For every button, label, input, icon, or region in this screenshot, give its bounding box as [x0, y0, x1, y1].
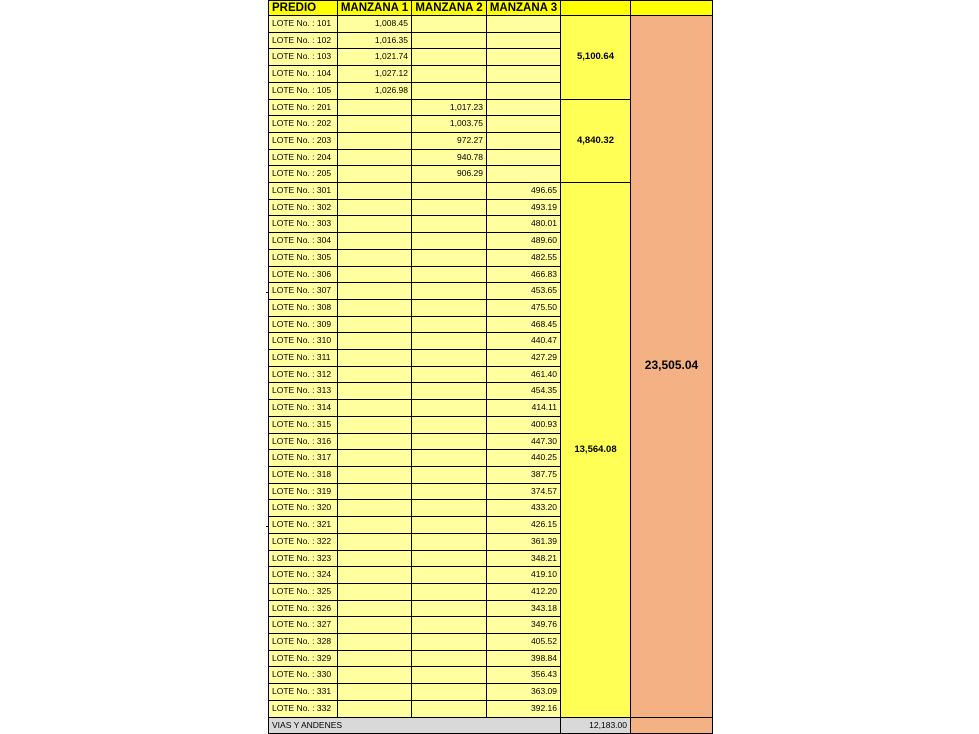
lote-area[interactable]: 348.21	[487, 550, 561, 567]
lote-area[interactable]: 427.29	[487, 350, 561, 367]
empty-cell[interactable]	[412, 316, 487, 333]
empty-cell[interactable]	[338, 684, 412, 701]
lot-area-table	[268, 0, 713, 734]
empty-cell[interactable]	[338, 366, 412, 383]
lote-area[interactable]: 454.35	[487, 383, 561, 400]
header-row	[269, 1, 713, 16]
empty-cell[interactable]	[338, 634, 412, 651]
lote-area[interactable]: 363.09	[487, 684, 561, 701]
lote-label[interactable]: LOTE No. : 201	[269, 99, 338, 116]
empty-cell[interactable]	[412, 700, 487, 717]
footer-value[interactable]: 12,183.00	[561, 717, 631, 734]
empty-cell[interactable]	[338, 650, 412, 667]
empty-cell[interactable]	[338, 450, 412, 467]
empty-cell[interactable]	[412, 183, 487, 200]
empty-cell[interactable]	[487, 116, 561, 133]
lote-label[interactable]: LOTE No. : 323	[269, 550, 338, 567]
empty-cell[interactable]	[338, 583, 412, 600]
empty-cell[interactable]	[487, 66, 561, 83]
empty-cell[interactable]	[338, 533, 412, 550]
empty-cell[interactable]	[487, 16, 561, 33]
lote-area[interactable]: 419.10	[487, 567, 561, 584]
lote-label[interactable]: LOTE No. : 307	[269, 283, 338, 300]
lote-label[interactable]: LOTE No. : 328	[269, 634, 338, 651]
lote-area[interactable]: 412.20	[487, 583, 561, 600]
edge-tick	[266, 526, 268, 527]
grand-total[interactable]: 23,505.04	[631, 16, 713, 718]
lote-area[interactable]: 440.47	[487, 333, 561, 350]
lote-label[interactable]: LOTE No. : 101	[269, 16, 338, 33]
lote-label[interactable]: LOTE No. : 315	[269, 416, 338, 433]
lote-label[interactable]: LOTE No. : 325	[269, 583, 338, 600]
header-manzana-2[interactable]: MANZANA 2	[412, 1, 487, 16]
lote-label[interactable]: LOTE No. : 302	[269, 199, 338, 216]
lote-label[interactable]: LOTE No. : 311	[269, 350, 338, 367]
empty-cell[interactable]	[338, 400, 412, 417]
header-predio[interactable]: PREDIO	[269, 1, 338, 16]
lote-area[interactable]: 447.30	[487, 433, 561, 450]
footer-row	[269, 717, 713, 734]
subtotal-manzana-3[interactable]: 13,564.08	[561, 183, 631, 718]
empty-cell[interactable]	[338, 500, 412, 517]
empty-cell[interactable]	[338, 416, 412, 433]
empty-cell[interactable]	[412, 233, 487, 250]
lote-label[interactable]: LOTE No. : 308	[269, 299, 338, 316]
empty-cell[interactable]	[412, 299, 487, 316]
header-manzana-3[interactable]: MANZANA 3	[487, 1, 561, 16]
empty-cell[interactable]	[487, 99, 561, 116]
lote-label[interactable]: LOTE No. : 304	[269, 233, 338, 250]
header-subtotal[interactable]	[561, 1, 631, 16]
footer-label[interactable]: VIAS Y ANDENES	[269, 717, 561, 734]
empty-cell[interactable]	[412, 333, 487, 350]
empty-cell[interactable]	[412, 550, 487, 567]
lote-label[interactable]: LOTE No. : 317	[269, 450, 338, 467]
empty-cell[interactable]	[338, 383, 412, 400]
lote-area[interactable]: 489.60	[487, 233, 561, 250]
lote-area[interactable]: 426.15	[487, 517, 561, 534]
lote-label[interactable]: LOTE No. : 205	[269, 166, 338, 183]
empty-cell[interactable]	[338, 617, 412, 634]
empty-cell[interactable]	[338, 567, 412, 584]
lote-area[interactable]: 461.40	[487, 366, 561, 383]
lote-label[interactable]: LOTE No. : 306	[269, 266, 338, 283]
empty-cell[interactable]	[338, 233, 412, 250]
lote-area[interactable]: 496.65	[487, 183, 561, 200]
empty-cell[interactable]	[412, 283, 487, 300]
empty-cell[interactable]	[338, 266, 412, 283]
empty-cell[interactable]	[338, 600, 412, 617]
lote-area[interactable]: 405.52	[487, 634, 561, 651]
lote-label[interactable]: LOTE No. : 313	[269, 383, 338, 400]
lote-area[interactable]: 433.20	[487, 500, 561, 517]
empty-cell[interactable]	[412, 199, 487, 216]
lote-label[interactable]: LOTE No. : 305	[269, 249, 338, 266]
empty-cell[interactable]	[338, 350, 412, 367]
lote-label[interactable]: LOTE No. : 329	[269, 650, 338, 667]
empty-cell[interactable]	[412, 450, 487, 467]
empty-cell[interactable]	[412, 483, 487, 500]
lote-area[interactable]: 940.78	[412, 149, 487, 166]
lote-label[interactable]: LOTE No. : 332	[269, 700, 338, 717]
empty-cell[interactable]	[338, 149, 412, 166]
empty-cell[interactable]	[412, 433, 487, 450]
header-total[interactable]	[631, 1, 713, 16]
lote-label[interactable]: LOTE No. : 203	[269, 132, 338, 149]
lote-area[interactable]: 374.57	[487, 483, 561, 500]
lote-area[interactable]: 1,008.45	[338, 16, 412, 33]
empty-cell[interactable]	[412, 416, 487, 433]
lote-label[interactable]: LOTE No. : 331	[269, 684, 338, 701]
header-manzana-1[interactable]: MANZANA 1	[338, 1, 412, 16]
lote-area[interactable]: 398.84	[487, 650, 561, 667]
lote-area[interactable]: 468.45	[487, 316, 561, 333]
lote-area[interactable]: 349.76	[487, 617, 561, 634]
lote-area[interactable]: 972.27	[412, 132, 487, 149]
edge-tick	[266, 292, 268, 293]
empty-cell[interactable]	[338, 517, 412, 534]
lote-label[interactable]: LOTE No. : 204	[269, 149, 338, 166]
lote-label[interactable]: LOTE No. : 327	[269, 617, 338, 634]
empty-cell[interactable]	[412, 583, 487, 600]
lote-label[interactable]: LOTE No. : 309	[269, 316, 338, 333]
empty-cell[interactable]	[412, 400, 487, 417]
empty-cell[interactable]	[338, 316, 412, 333]
lote-area[interactable]: 480.01	[487, 216, 561, 233]
empty-cell[interactable]	[338, 700, 412, 717]
empty-cell[interactable]	[412, 684, 487, 701]
empty-cell[interactable]	[338, 249, 412, 266]
empty-cell[interactable]	[412, 500, 487, 517]
empty-cell[interactable]	[487, 149, 561, 166]
empty-cell[interactable]	[412, 32, 487, 49]
lote-label[interactable]: LOTE No. : 102	[269, 32, 338, 49]
lote-label[interactable]: LOTE No. : 314	[269, 400, 338, 417]
empty-cell[interactable]	[338, 333, 412, 350]
empty-cell[interactable]	[412, 634, 487, 651]
lote-area[interactable]: 493.19	[487, 199, 561, 216]
lote-area[interactable]: 1,003.75	[412, 116, 487, 133]
lote-area[interactable]: 466.83	[487, 266, 561, 283]
empty-cell[interactable]	[412, 517, 487, 534]
lote-label[interactable]: LOTE No. : 318	[269, 466, 338, 483]
lote-area[interactable]: 392.16	[487, 700, 561, 717]
lote-area[interactable]: 361.39	[487, 533, 561, 550]
lote-label[interactable]: LOTE No. : 301	[269, 183, 338, 200]
empty-cell[interactable]	[338, 433, 412, 450]
lote-area[interactable]: 482.55	[487, 249, 561, 266]
lote-label[interactable]: LOTE No. : 104	[269, 66, 338, 83]
lote-label[interactable]: LOTE No. : 312	[269, 366, 338, 383]
empty-cell[interactable]	[338, 199, 412, 216]
lote-area[interactable]: 475.50	[487, 299, 561, 316]
lote-area[interactable]: 1,017.23	[412, 99, 487, 116]
lote-area[interactable]: 1,021.74	[338, 49, 412, 66]
empty-cell[interactable]	[412, 66, 487, 83]
empty-cell[interactable]	[412, 383, 487, 400]
lote-label[interactable]: LOTE No. : 324	[269, 567, 338, 584]
lote-area[interactable]: 453.65	[487, 283, 561, 300]
empty-cell[interactable]	[412, 650, 487, 667]
lote-label[interactable]: LOTE No. : 103	[269, 49, 338, 66]
empty-cell[interactable]	[412, 366, 487, 383]
empty-cell[interactable]	[338, 116, 412, 133]
empty-cell[interactable]	[338, 216, 412, 233]
table-row	[269, 16, 713, 33]
lote-area[interactable]: 1,027.12	[338, 66, 412, 83]
empty-cell[interactable]	[412, 533, 487, 550]
lote-label[interactable]: LOTE No. : 319	[269, 483, 338, 500]
empty-cell[interactable]	[412, 617, 487, 634]
lote-label[interactable]: LOTE No. : 303	[269, 216, 338, 233]
lote-label[interactable]: LOTE No. : 326	[269, 600, 338, 617]
empty-cell[interactable]	[338, 183, 412, 200]
lote-area[interactable]: 1,026.98	[338, 82, 412, 99]
lote-label[interactable]: LOTE No. : 322	[269, 533, 338, 550]
subtotal-manzana-2[interactable]: 4,840.32	[561, 99, 631, 183]
lote-area[interactable]: 906.29	[412, 166, 487, 183]
lote-area[interactable]: 387.75	[487, 466, 561, 483]
empty-cell[interactable]	[412, 266, 487, 283]
lote-area[interactable]: 414.11	[487, 400, 561, 417]
subtotal-manzana-1[interactable]: 5,100.64	[561, 16, 631, 100]
footer-total-cell[interactable]	[631, 717, 713, 734]
lote-area[interactable]: 1,016.35	[338, 32, 412, 49]
lote-area[interactable]: 440.25	[487, 450, 561, 467]
empty-cell[interactable]	[412, 216, 487, 233]
lote-label[interactable]: LOTE No. : 105	[269, 82, 338, 99]
empty-cell[interactable]	[338, 132, 412, 149]
empty-cell[interactable]	[338, 550, 412, 567]
empty-cell[interactable]	[487, 132, 561, 149]
empty-cell[interactable]	[338, 667, 412, 684]
empty-cell[interactable]	[412, 49, 487, 66]
lote-label[interactable]: LOTE No. : 321	[269, 517, 338, 534]
lote-area[interactable]: 343.18	[487, 600, 561, 617]
lote-label[interactable]: LOTE No. : 316	[269, 433, 338, 450]
empty-cell[interactable]	[412, 16, 487, 33]
empty-cell[interactable]	[487, 166, 561, 183]
empty-cell[interactable]	[412, 350, 487, 367]
lote-area[interactable]: 356.43	[487, 667, 561, 684]
empty-cell[interactable]	[338, 466, 412, 483]
empty-cell[interactable]	[412, 600, 487, 617]
lote-label[interactable]: LOTE No. : 202	[269, 116, 338, 133]
empty-cell[interactable]	[338, 99, 412, 116]
empty-cell[interactable]	[487, 82, 561, 99]
empty-cell[interactable]	[338, 299, 412, 316]
lote-label[interactable]: LOTE No. : 330	[269, 667, 338, 684]
lote-area[interactable]: 400.93	[487, 416, 561, 433]
empty-cell[interactable]	[412, 667, 487, 684]
empty-cell[interactable]	[338, 166, 412, 183]
empty-cell[interactable]	[487, 49, 561, 66]
lote-label[interactable]: LOTE No. : 310	[269, 333, 338, 350]
empty-cell[interactable]	[412, 82, 487, 99]
empty-cell[interactable]	[412, 567, 487, 584]
lote-label[interactable]: LOTE No. : 320	[269, 500, 338, 517]
empty-cell[interactable]	[338, 483, 412, 500]
empty-cell[interactable]	[412, 466, 487, 483]
empty-cell[interactable]	[338, 283, 412, 300]
empty-cell[interactable]	[487, 32, 561, 49]
empty-cell[interactable]	[412, 249, 487, 266]
